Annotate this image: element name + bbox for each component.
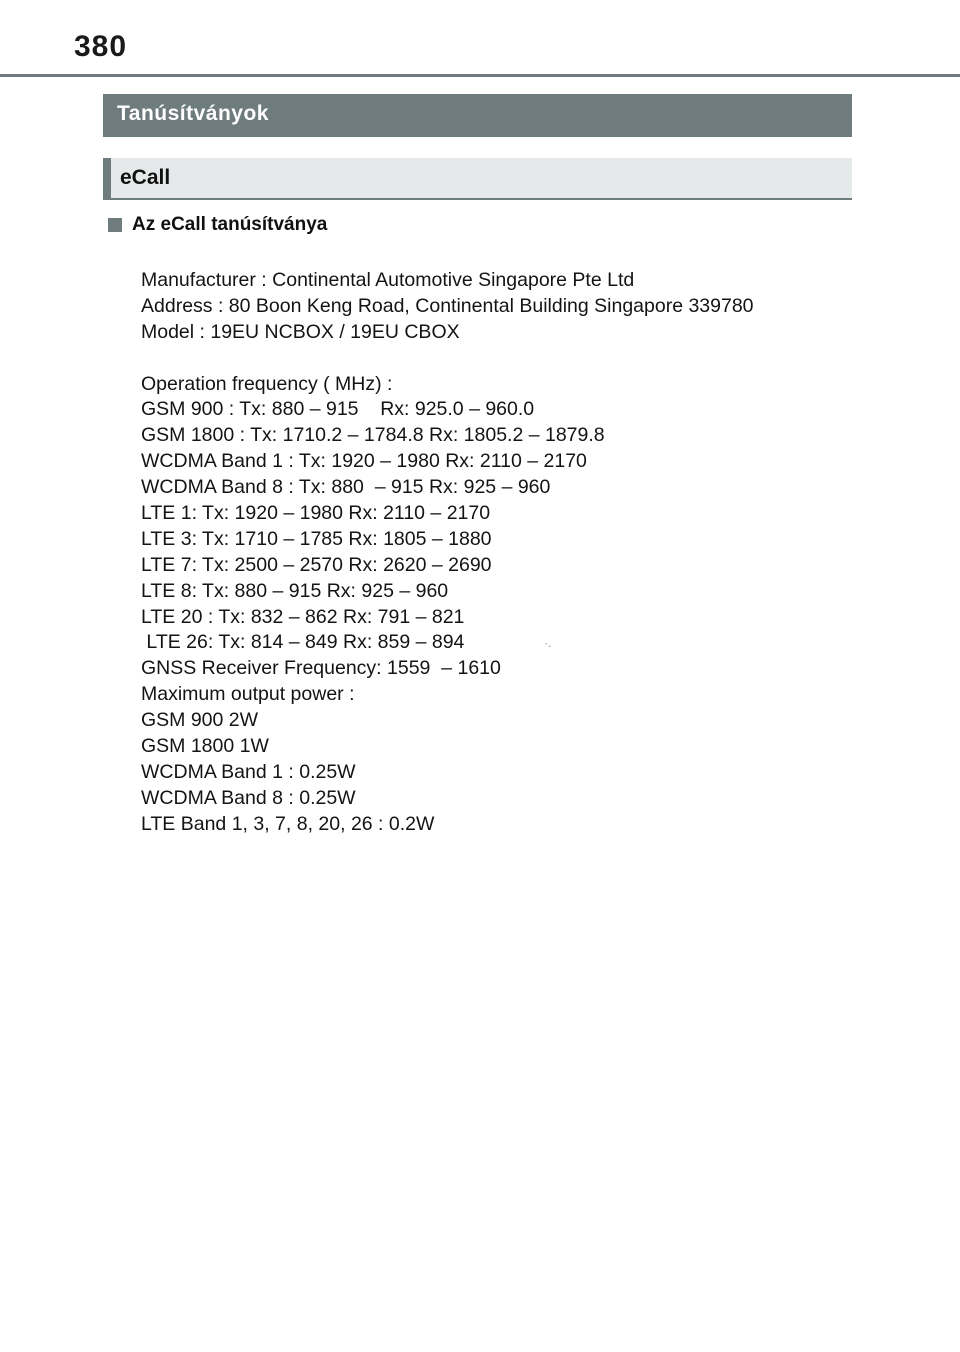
cert-line-gsm1800: GSM 1800 : Tx: 1710.2 – 1784.8 Rx: 1805.2 – 1879.8 — [141, 424, 605, 447]
section-header-bar — [103, 94, 852, 137]
cert-line-lte1: LTE 1: Tx: 1920 – 1980 Rx: 2110 – 2170 — [141, 502, 491, 525]
scan-artifact-mark: ·. — [544, 636, 552, 650]
cert-line-lte-power: LTE Band 1, 3, 7, 8, 20, 26 : 0.2W — [141, 812, 435, 835]
cert-line-wcdma-band1-power: WCDMA Band 1 : 0.25W — [141, 760, 356, 783]
cert-line-lte7: LTE 7: Tx: 2500 – 2570 Rx: 2620 – 2690 — [141, 553, 492, 576]
page-number: 380 — [74, 30, 128, 63]
subsection-header-bar — [103, 158, 852, 200]
certificate-text-block — [141, 268, 841, 838]
cert-line-gsm900-power: GSM 900 2W — [141, 709, 259, 732]
cert-line-gsm1800-power: GSM 1800 1W — [141, 735, 269, 758]
cert-line-wcdma-band8-power: WCDMA Band 8 : 0.25W — [141, 786, 356, 809]
cert-line-lte3: LTE 3: Tx: 1710 – 1785 Rx: 1805 – 1880 — [141, 527, 492, 550]
cert-line-manufacturer: Manufacturer : Continental Automotive Singapore Pte Ltd — [141, 269, 635, 291]
certificate-heading-text: Az eCall tanúsítványa — [132, 214, 328, 235]
cert-line-lte8: LTE 8: Tx: 880 – 915 Rx: 925 – 960 — [141, 579, 449, 602]
cert-line-wcdma-band1: WCDMA Band 1 : Tx: 1920 – 1980 Rx: 2110 – 2170 — [141, 450, 587, 473]
header-rule — [0, 74, 960, 77]
cert-line-lte20: LTE 20 : Tx: 832 – 862 Rx: 791 – 821 — [141, 605, 465, 628]
cert-line-operation-frequency: Operation frequency ( MHz) : — [141, 372, 393, 395]
cert-line-address: Address : 80 Boon Keng Road, Continental Building Singapore 339780 — [141, 294, 754, 317]
cert-line-max-power: Maximum output power : — [141, 683, 355, 706]
cert-line-gsm900: GSM 900 : Tx: 880 – 915 Rx: 925.0 – 960.0 — [141, 398, 535, 421]
cert-line-gnss: GNSS Receiver Frequency: 1559 – 1610 — [141, 657, 501, 680]
subsection-title: eCall — [120, 166, 171, 189]
cert-line-wcdma-band8: WCDMA Band 8 : Tx: 880 – 915 Rx: 925 – 960 — [141, 476, 551, 499]
section-title: Tanúsítványok — [117, 102, 269, 125]
cert-line-lte26: LTE 26: Tx: 814 – 849 Rx: 859 – 894 — [141, 631, 465, 654]
cert-line-model: Model : 19EU NCBOX / 19EU CBOX — [141, 320, 460, 343]
cert-line-blank — [141, 346, 841, 372]
square-bullet-icon — [108, 218, 122, 232]
